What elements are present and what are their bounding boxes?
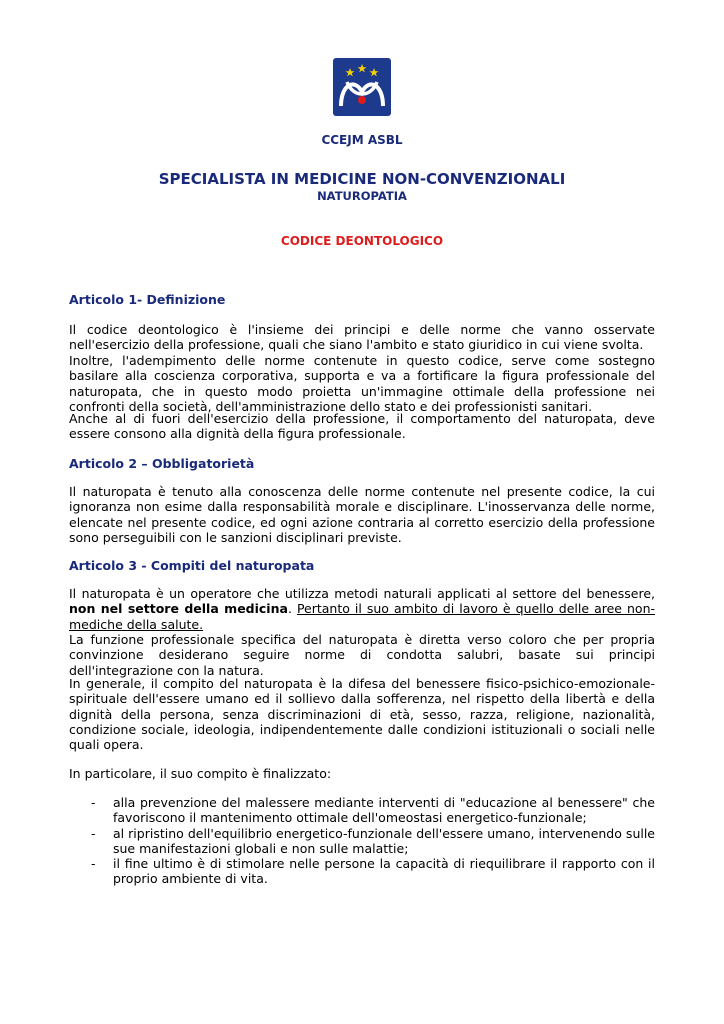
list-item-text: al ripristino dell'equilibrio energetico-funzionale dell'essere umano, intervenendo sulle sue manifestazioni globali e non sulle malattie;	[113, 825, 655, 856]
article-3-heading: Articolo 3 - Compiti del naturopata	[69, 558, 315, 573]
article-2-paragraph-1: Il naturopata è tenuto alla conoscenza delle norme contenute nel presente codice, la cui ignoranza non esime dalla responsabilità morale e disciplinare. L'inosservanza delle norme, elencate nel presente codice, ed ogni azione contraria al corretto esercizio della professione sono perseguibili con le sanzioni disciplinari previste.	[69, 484, 655, 545]
article-3-list-intro: In particolare, il suo compito è finalizzato:	[69, 766, 332, 781]
bullet-marker: -	[91, 795, 96, 810]
article-3-bullet-list	[69, 795, 655, 887]
bullet-marker: -	[91, 856, 96, 872]
article-1-paragraph-1: Il codice deontologico è l'insieme dei principi e delle norme che vanno osservate nell'esercizio della professione, quali che siano l'ambito e stato giuridico in cui viene svolta.	[69, 322, 655, 353]
article-3-intro-underlined: Pertanto il suo ambito di lavoro è quello delle aree non-mediche della salute.	[69, 601, 656, 632]
list-item-text: alla prevenzione del malessere mediante interventi di "educazione al benessere" che favoriscono il mantenimento ottimale dell'omeostasi energetico-funzionale;	[113, 795, 655, 826]
article-3-intro	[69, 586, 655, 632]
article-3-intro-text: Il naturopata è un operatore che utilizza metodi naturali applicati al settore del benessere,	[69, 586, 655, 601]
article-1-paragraph-2: Inoltre, l'adempimento delle norme contenute in questo codice, serve come sostegno basilare alla coscienza corporativa, supporta e va a fortificare la figura professionale del naturopata, che in questo modo proietta un'immagine ottimale della professione nei confronti della società, dell'amministrazione dello stato e dei professionisti sanitari.	[69, 353, 655, 414]
list-item	[69, 826, 655, 857]
organization-name: CCEJM ASBL	[321, 133, 403, 147]
list-item	[69, 795, 655, 826]
article-2-heading: Articolo 2 – Obbligatorietà	[69, 456, 255, 471]
document-title: SPECIALISTA IN MEDICINE NON-CONVENZIONALI	[158, 170, 566, 188]
article-3-intro-sep: .	[287, 601, 297, 617]
article-3-paragraph-1: La funzione professionale specifica del naturopata è diretta verso coloro che per propria convinzione desiderano seguire norme di condotta salubri, basate sui principi dell'integrazione con la natura.	[69, 632, 655, 678]
article-1-paragraph-3: Anche al di fuori dell'esercizio della professione, il comportamento del naturopata, deve essere consono alla dignità della figura professionale.	[69, 411, 655, 442]
article-3-intro-bold: non nel settore della medicina	[69, 601, 288, 617]
bullet-marker: -	[91, 825, 96, 841]
ccejm-logo	[333, 58, 391, 116]
list-item-text: il fine ultimo è di stimolare nelle persone la capacità di riequilibrare il rapporto con il proprio ambiente di vita.	[113, 856, 655, 887]
article-3-paragraph-2: In generale, il compito del naturopata è la difesa del benessere fisico-psichico-emozionale-spirituale dell'essere umano ed il sollievo dalla sofferenza, nel rispetto della libertà e della dignità della persona, senza discriminazioni di età, sesso, razza, religione, nazionalità, condizione sociale, ideologia, indipendentemente dalle condizioni istituzionali o sociali nelle quali opera.	[69, 676, 655, 753]
document-type: CODICE DEONTOLOGICO	[280, 234, 444, 248]
article-1-heading: Articolo 1- Definizione	[69, 292, 226, 307]
document-subtitle: NATUROPATIA	[317, 189, 407, 203]
list-item	[69, 856, 655, 887]
